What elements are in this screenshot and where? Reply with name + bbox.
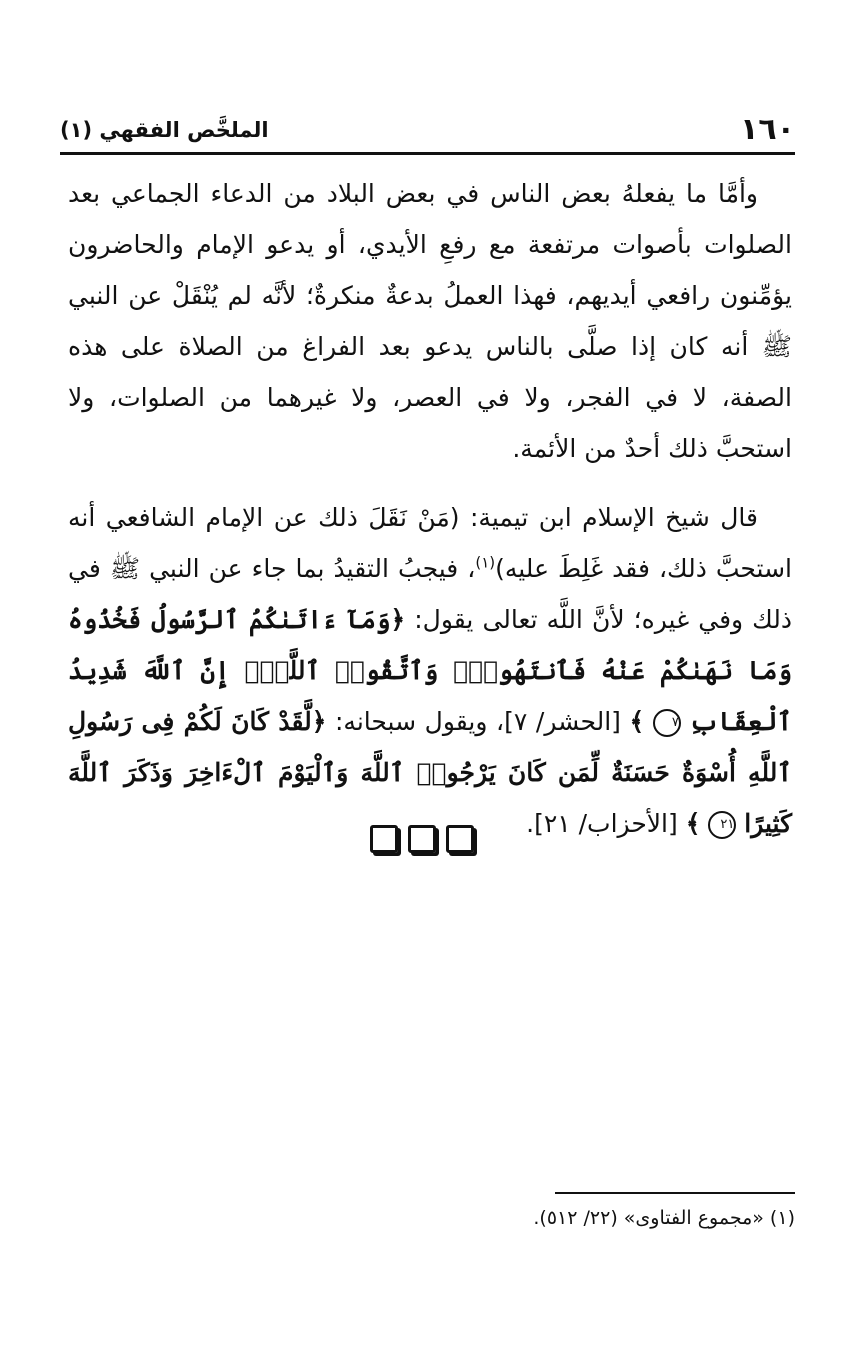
paragraph-1: وأمَّا ما يفعلهُ بعض الناس في بعض البلاد من الدعاء الجماعي بعد الصلوات بأصوات مرتفعة مع رفعِ الأيدي، أو يدعو الإمام والحاضرون يؤمِّنون رافعي أيديهم، فهذا العملُ بدعةٌ منكرةٌ؛ لأنَّه لم يُنْقَلْ عن النبي ﷺ أنه كان إذا صلَّى بالناس يدعو بعد الفراغ من الصلاة على هذه الصفة، لا في الفجر، ولا في العصر، ولا غيرهما من الصلوات، ولا استحبَّ ذلك أحدٌ من الأئمة. xyxy=(68,179,792,463)
page-number: ١٦٠ xyxy=(740,112,795,147)
paragraph-2 xyxy=(68,492,792,849)
quran-verse-ahzab: ﴿لَّقَدْ كَانَ لَكُمْ فِى رَسُولِ ٱللَّهِ أُسْوَةٌ حَسَنَةٌ لِّمَن كَانَ يَرْجُوا۟ ٱللَّهَ وَٱلْيَوْمَ ٱلْءَاخِرَ وَذَكَرَ ٱللَّهَ كَثِيرًا xyxy=(68,707,792,838)
verse-close-bracket: ﴾ xyxy=(629,707,645,736)
verse-reference-hashr: [الحشر/ ٧]، ويقول سبحانه: xyxy=(326,707,630,736)
verse-reference-ahzab: [الأحزاب/ ٢١]. xyxy=(526,809,686,838)
verse-number-21: ٢١ xyxy=(708,811,736,839)
verse-number-7: ٧ xyxy=(653,709,681,737)
running-title: الملخَّص الفقهي (١) xyxy=(60,118,269,142)
main-text xyxy=(68,168,792,849)
footnote-divider xyxy=(555,1192,795,1194)
quran-verse-hashr: ﴿وَمَآ ءَاتَىٰكُمُ ٱلرَّسُولُ فَخُذُوهُ وَمَا نَهَىٰكُمْ عَنْهُ فَٱنتَهُوا۟ۚ وَٱتَّقُوا۟ ٱللَّهَۖ إِنَّ ٱللَّهَ شَدِيدُ ٱلْعِقَابِ xyxy=(68,605,792,736)
section-end-ornament xyxy=(0,825,843,853)
footnote-marker: (١) xyxy=(475,553,496,572)
verse-close-bracket: ﴾ xyxy=(685,809,701,838)
paragraph-2-intro: قال شيخ الإسلام ابن تيمية: (مَنْ نَقَلَ ذلك عن الإمام الشافعي أنه استحبَّ ذلك، فقد غَلِطَ عليه) xyxy=(68,503,792,583)
square-icon xyxy=(408,825,436,853)
paragraph-2-middle: ، فيجبُ التقيدُ بما جاء عن النبي ﷺ في ذلك وفي غيره؛ لأنَّ اللَّه تعالى يقول: xyxy=(68,554,792,634)
footnote: (١) «مجموع الفتاوى» (٢٢/ ٥١٢). xyxy=(533,1207,795,1229)
square-icon xyxy=(370,825,398,853)
square-icon xyxy=(446,825,474,853)
header-divider xyxy=(60,152,795,155)
page-header xyxy=(60,108,795,150)
